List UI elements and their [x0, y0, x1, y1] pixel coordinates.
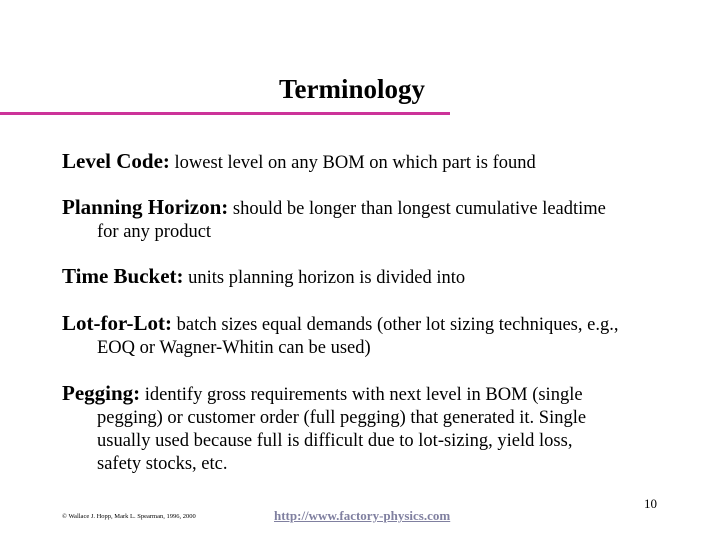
title-underline-rule — [0, 112, 450, 115]
definition-continuation-line: EOQ or Wagner-Whitin can be used) — [97, 338, 371, 358]
definition-term: Planning Horizon: — [62, 195, 229, 219]
definition-first-line — [62, 382, 702, 407]
definition-pegging — [62, 382, 702, 476]
definition-text: lowest level on any BOM on which part is found — [169, 153, 536, 173]
definition-continuation-line: pegging) or customer order (full pegging) that generated it. Single — [97, 408, 587, 428]
definition-continuation-line: for any product — [97, 222, 212, 242]
definition-level-code — [62, 150, 702, 175]
footer-website-link[interactable]: http://www.factory-physics.com — [274, 508, 451, 523]
definition-first-line — [62, 150, 702, 175]
definition-lot-for-lot — [62, 312, 702, 360]
definition-term: Pegging: — [62, 381, 141, 405]
definition-term: Lot-for-Lot: — [62, 311, 173, 335]
definition-first-line — [62, 196, 702, 221]
definition-text: batch sizes equal demands (other lot sizing techniques, e.g., — [172, 315, 619, 335]
definition-first-line — [62, 312, 702, 337]
footer-copyright: © Wallace J. Hopp, Mark L. Spearman, 1996, 2000 — [62, 513, 196, 520]
definition-text: units planning horizon is divided into — [183, 268, 466, 288]
definition-continuation-line: safety stocks, etc. — [97, 454, 228, 474]
definition-text: identify gross requirements with next level in BOM (single — [140, 385, 583, 405]
slide-title: Terminology — [279, 74, 426, 104]
definition-time-bucket — [62, 265, 702, 290]
definition-term: Level Code: — [62, 149, 170, 173]
definition-text: should be longer than longest cumulative leadtime — [228, 199, 606, 219]
page-number: 10 — [644, 496, 657, 511]
definition-continuation-line: usually used because full is difficult due to lot-sizing, yield loss, — [97, 431, 573, 451]
definition-planning-horizon — [62, 196, 702, 244]
definition-first-line — [62, 265, 702, 290]
definition-term: Time Bucket: — [62, 264, 184, 288]
